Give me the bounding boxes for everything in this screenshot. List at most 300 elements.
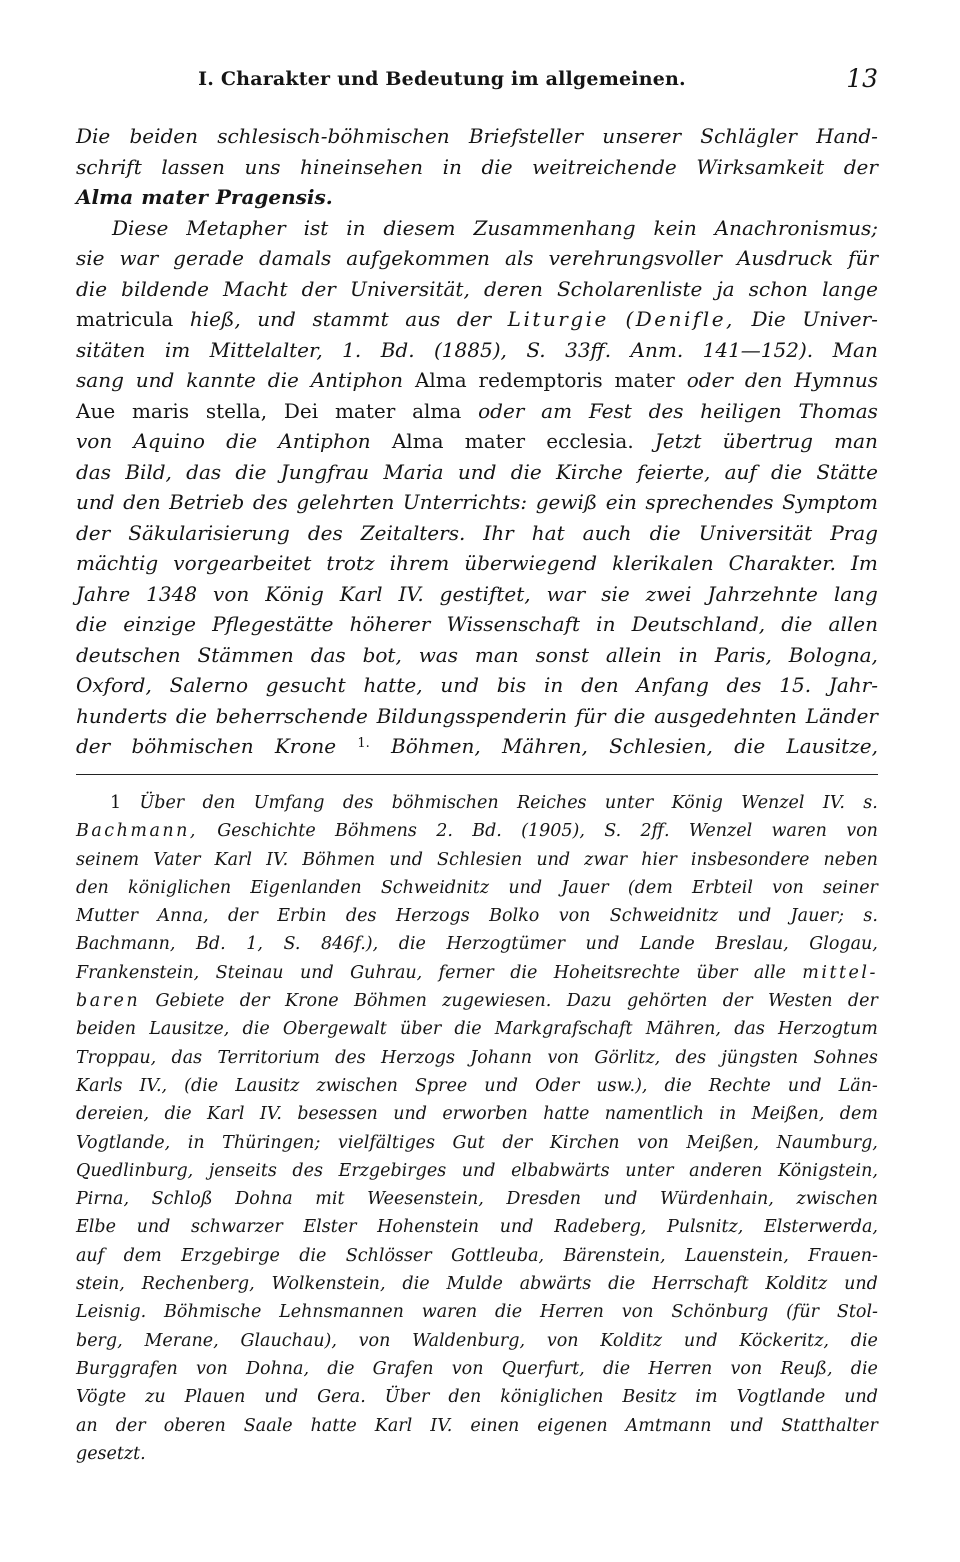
word: Geschichte <box>217 821 316 842</box>
word: Ihr <box>483 520 514 545</box>
word: Wenzel <box>688 821 753 842</box>
word: Steinau <box>215 962 284 983</box>
word: von <box>637 1132 669 1153</box>
word: der <box>115 1415 146 1436</box>
word: und <box>135 368 175 392</box>
word: übertrug <box>722 429 813 453</box>
word: Weesenstein, <box>367 1189 484 1210</box>
word: oberen <box>163 1415 226 1436</box>
word: der <box>502 1132 533 1153</box>
word: die <box>398 934 426 955</box>
word: Anna, <box>157 906 209 927</box>
word: abwärts <box>519 1274 592 1295</box>
word: Mittelalter, <box>209 337 323 362</box>
word: 2ff. <box>640 821 670 842</box>
text-line <box>76 551 878 582</box>
word: dem <box>839 1104 878 1125</box>
word: Elbe <box>76 1217 116 1238</box>
word: namentlich <box>604 1104 704 1125</box>
word: 15. <box>779 673 812 697</box>
word: anderen <box>689 1160 763 1181</box>
text-line <box>76 582 878 613</box>
word: Karl <box>374 1415 413 1436</box>
page-header <box>76 64 878 98</box>
text-line <box>76 612 878 643</box>
word: Merane, <box>144 1330 219 1351</box>
word: die <box>734 734 766 758</box>
footnote-line <box>76 1274 878 1302</box>
word: Maria <box>383 459 444 484</box>
word: und <box>499 1217 534 1238</box>
text-line <box>76 124 878 155</box>
word: oder <box>478 398 525 423</box>
word: und <box>683 1330 718 1351</box>
word: Oxford, <box>76 673 152 697</box>
word: Königstein, <box>777 1160 878 1181</box>
footnote-line <box>76 1189 878 1217</box>
word: von <box>76 429 113 453</box>
footnote-line <box>76 821 878 849</box>
word: (für <box>786 1302 820 1323</box>
word: Herrschaft <box>652 1274 749 1295</box>
word: Dei <box>283 398 319 423</box>
word: und <box>484 1075 519 1096</box>
word: Schlesien, <box>609 734 713 758</box>
word: Querfurt, <box>501 1358 585 1379</box>
word: königlichen <box>500 1387 604 1408</box>
word: ein <box>605 490 637 514</box>
word: Herzogtum <box>778 1019 878 1040</box>
word: des <box>726 673 762 697</box>
word: redemptoris <box>478 368 603 392</box>
word: von <box>772 877 804 898</box>
word: Erzgebirges <box>338 1160 447 1181</box>
word: Frankenstein, <box>76 962 200 983</box>
word: Aquino <box>133 429 205 453</box>
text-line <box>76 368 878 399</box>
word: der <box>456 307 492 331</box>
word: mater <box>614 368 675 392</box>
word: Erbteil <box>692 877 753 898</box>
word: ja <box>716 276 735 301</box>
word: und <box>264 1387 299 1408</box>
word: 1 <box>110 793 122 813</box>
word: Hymnus <box>794 368 878 392</box>
word: Vögte <box>76 1387 127 1408</box>
word: Waldenburg, <box>412 1330 526 1351</box>
word: die <box>175 703 207 728</box>
word: verehrungsvoller <box>548 246 722 270</box>
word: Burggrafen <box>76 1358 178 1379</box>
word: stammt <box>312 307 389 331</box>
word: (1885), <box>434 337 507 362</box>
word: höherer <box>349 612 431 636</box>
word: IV. <box>259 1104 282 1125</box>
word: Hohenstein <box>377 1217 480 1238</box>
word: und <box>457 459 497 484</box>
word: uns <box>244 154 281 179</box>
word: Amtmann <box>625 1415 712 1436</box>
word: 846f.), <box>320 934 379 955</box>
word: Schlesien <box>437 849 523 870</box>
word: (die <box>184 1075 219 1096</box>
word: in <box>442 154 462 179</box>
word: Guhrau, <box>350 962 423 983</box>
word: sitäten <box>76 337 146 362</box>
word: Unterrichts: <box>402 490 528 514</box>
word: sonst <box>535 642 590 667</box>
word: Spree <box>414 1075 468 1096</box>
word: Kolditz <box>765 1274 828 1295</box>
word: Karl <box>207 1104 245 1125</box>
word: Würdenhain, <box>659 1189 774 1210</box>
word: allen <box>828 612 878 636</box>
word: Gebiete <box>155 991 225 1012</box>
word: sang <box>76 368 124 392</box>
word: IV., <box>139 1075 168 1096</box>
word: zwar <box>584 849 628 870</box>
word: und <box>299 962 334 983</box>
word: aufgekommen <box>346 246 490 270</box>
word: und <box>729 1415 764 1436</box>
word: s. <box>863 793 878 813</box>
word: Anachronismus; <box>714 215 878 240</box>
word: Jauer <box>561 877 609 898</box>
word: Meißen, <box>751 1104 825 1125</box>
word: für <box>575 703 606 728</box>
word: berg, <box>76 1330 123 1351</box>
text-line <box>76 460 878 491</box>
word: sprechendes <box>645 490 774 514</box>
word: Pulsnitz, <box>667 1217 744 1238</box>
word: Gut <box>452 1132 485 1153</box>
footnote-line <box>76 1359 878 1387</box>
text-line <box>76 734 878 765</box>
word: in <box>678 642 698 667</box>
word: neben <box>823 849 878 870</box>
word: mater <box>334 398 396 423</box>
word: Jetzt <box>654 429 702 453</box>
text-line <box>76 246 878 277</box>
word: Böhmen <box>302 849 376 870</box>
word: hatte <box>543 1104 590 1125</box>
word: lassen <box>161 154 225 179</box>
word: Dazu <box>566 991 612 1012</box>
word: des <box>345 906 377 927</box>
word: Macht <box>223 276 288 301</box>
word: Dohna, <box>245 1358 310 1379</box>
word: Hoheitsrechte <box>553 962 680 983</box>
word: Schlägler <box>700 124 797 148</box>
word: Antiphon <box>310 368 404 392</box>
word: die <box>510 962 538 983</box>
footnote-line <box>76 906 878 934</box>
footnote-line <box>76 1161 878 1189</box>
word: Jungfrau <box>280 459 370 484</box>
word: man <box>474 642 519 667</box>
text-line <box>76 155 878 186</box>
word: weitreichende <box>532 154 677 179</box>
word: Reuß, <box>780 1358 833 1379</box>
word: klerikalen <box>612 551 714 575</box>
word: was <box>418 642 458 667</box>
word: der <box>76 520 111 545</box>
word: Thomas <box>798 398 878 423</box>
word: von <box>451 1358 484 1379</box>
footnote-line <box>76 1444 878 1472</box>
word: Universität <box>698 520 813 545</box>
word: auch <box>582 520 632 545</box>
word: Krone <box>285 991 339 1012</box>
word: den <box>123 490 161 514</box>
word: S. <box>283 934 301 955</box>
word: und <box>389 849 423 870</box>
word: stein, <box>76 1274 125 1295</box>
word: und <box>461 1160 496 1181</box>
word: schon <box>748 276 808 301</box>
word: Quedlinburg, <box>76 1160 194 1181</box>
word: lange <box>822 276 878 301</box>
word: und <box>136 1217 171 1238</box>
word: Böhmische <box>164 1302 262 1323</box>
word: zwei <box>645 581 692 606</box>
word: der <box>227 906 258 927</box>
word: das <box>310 642 346 667</box>
running-title: I. Charakter und Bedeutung im allgemeinen. <box>198 68 686 90</box>
page-number: 13 <box>846 64 878 93</box>
word: Die <box>751 307 786 331</box>
word: Bd. <box>380 337 415 362</box>
word: schwarzer <box>190 1217 283 1238</box>
word: deutschen <box>76 642 181 667</box>
word: zwischen <box>316 1075 398 1096</box>
word: Alma <box>76 185 134 209</box>
word: Wenzel <box>741 793 805 813</box>
word: König <box>671 793 723 813</box>
word: Liturgie <box>507 307 609 331</box>
footnote-line <box>76 793 878 821</box>
word: zwischen <box>796 1189 878 1210</box>
word: der <box>76 734 111 758</box>
word: Böhmen <box>353 991 427 1012</box>
word: und <box>844 1274 878 1295</box>
word: Vogtlande, <box>76 1132 171 1153</box>
word: besessen <box>297 1104 378 1125</box>
word: Bd. <box>196 934 226 955</box>
word: Lausitze, <box>786 734 878 758</box>
word: war <box>119 246 159 270</box>
word: hatte, <box>363 673 423 697</box>
word: von <box>621 1302 654 1323</box>
word: Bolko <box>489 906 540 927</box>
word: sie <box>601 581 630 606</box>
word: heiligen <box>700 398 782 423</box>
word: Elster <box>303 1217 357 1238</box>
word: über <box>696 962 738 983</box>
word: gehörten <box>627 991 708 1012</box>
word: die <box>76 612 108 636</box>
word: Obergewalt <box>282 1019 387 1040</box>
footnote-line <box>76 1133 878 1161</box>
word: in <box>187 1132 205 1153</box>
word: Pirna, <box>76 1189 130 1210</box>
word: Leisnig. <box>76 1302 147 1323</box>
word: und <box>585 934 620 955</box>
word: in <box>544 673 564 697</box>
word: Paris, <box>714 642 772 667</box>
word: die <box>850 1358 878 1379</box>
word: Umfang <box>253 793 325 813</box>
word: die <box>76 276 108 301</box>
word: die <box>402 1274 430 1295</box>
word: den <box>744 368 783 392</box>
word: Stämmen <box>197 642 294 667</box>
word: 2. <box>436 821 453 842</box>
word: dereien, <box>76 1104 150 1125</box>
word: Mähren, <box>501 734 588 758</box>
footnote-line <box>76 1076 878 1104</box>
word: und <box>393 1104 427 1125</box>
word: Hand- <box>816 124 878 148</box>
word: war <box>546 581 586 606</box>
word: Bologna, <box>788 642 878 667</box>
word: Wirksamkeit <box>696 154 825 179</box>
word: Im <box>851 551 878 575</box>
word: jüngsten <box>721 1047 799 1068</box>
word: und <box>257 307 296 331</box>
word: von <box>213 581 250 606</box>
word: Bachmann, <box>76 821 198 842</box>
word: Thüringen; <box>222 1132 321 1153</box>
text-line <box>76 185 878 216</box>
word: Alma <box>391 429 444 453</box>
word: Charakter. <box>728 551 836 575</box>
footnote-line <box>76 991 878 1019</box>
word: Eigenlanden <box>250 877 362 898</box>
word: Jauer; <box>790 906 844 927</box>
word: Meißen, <box>686 1132 760 1153</box>
word: des <box>675 1047 707 1068</box>
word: unter <box>604 793 654 813</box>
word: der <box>239 991 270 1012</box>
word: Pflegestätte <box>212 612 334 636</box>
word: Wissenschaft <box>446 612 580 636</box>
word: das <box>734 1019 765 1040</box>
text-line <box>76 277 878 308</box>
word: Mulde <box>446 1274 503 1295</box>
word: trotz <box>326 551 375 575</box>
word: waren <box>421 1302 478 1323</box>
word: schlesisch-böhmischen <box>217 124 450 148</box>
word: böhmischen <box>131 734 254 758</box>
word: die <box>327 1358 355 1379</box>
word: die <box>164 1104 192 1125</box>
word: von <box>846 821 878 842</box>
word: Bildungsspenderin <box>376 703 567 728</box>
footnote-line <box>76 934 878 962</box>
word: Zusammenhang <box>473 215 636 240</box>
word: 141—152). <box>702 337 814 362</box>
word: die <box>481 154 513 179</box>
word: die <box>494 1302 523 1323</box>
word: ausgedehnten <box>654 703 797 728</box>
word: Oder <box>535 1075 580 1096</box>
word: die <box>267 368 299 392</box>
word: Vogtlande <box>736 1387 826 1408</box>
text-line <box>76 307 878 338</box>
footnote-line <box>76 1104 878 1132</box>
word: Aue <box>76 398 116 423</box>
footnote-line <box>76 1019 878 1047</box>
word: Bachmann, <box>76 934 176 955</box>
word: IV. <box>398 581 424 606</box>
word: Böhmen, <box>391 734 481 758</box>
word: Bild, <box>125 459 172 484</box>
word: Lauenstein, <box>685 1245 789 1266</box>
word: Ausdruck <box>736 246 834 270</box>
word: Herren <box>648 1358 713 1379</box>
footnote-line <box>76 1302 878 1330</box>
word: kein <box>653 215 697 240</box>
word: Dohna <box>235 1189 293 1210</box>
word: Schönburg <box>671 1302 769 1323</box>
word: Lehnsmannen <box>279 1302 404 1323</box>
word: der <box>847 991 878 1012</box>
footnote-line <box>76 850 878 878</box>
word: seinem <box>76 849 140 870</box>
word: und <box>844 1387 878 1408</box>
word: Scholarenliste <box>556 276 703 301</box>
word: und <box>76 490 115 514</box>
word: baren <box>76 991 141 1012</box>
word: unserer <box>602 124 682 148</box>
word: deren <box>483 276 543 301</box>
word: Rechenberg, <box>141 1274 255 1295</box>
word: Statthalter <box>781 1415 878 1436</box>
word: beiden <box>129 124 199 148</box>
word: Johann <box>470 1047 533 1068</box>
word: ist <box>303 215 329 240</box>
word: Salerno <box>169 673 248 697</box>
text-line <box>76 521 878 552</box>
word: hier <box>641 849 677 870</box>
word: Anfang <box>636 673 709 697</box>
word: kannte <box>186 368 256 392</box>
word: Metapher <box>186 215 286 240</box>
word: König <box>265 581 324 606</box>
word: Symptom <box>782 490 878 514</box>
word: Krone <box>274 734 337 758</box>
word: gelehrten <box>296 490 395 514</box>
word: am <box>541 398 573 423</box>
word: Zeitalters. <box>360 520 466 545</box>
word: Lande <box>639 934 695 955</box>
text-line <box>76 490 878 521</box>
word: ihrem <box>389 551 450 575</box>
word: alma <box>412 398 462 423</box>
text-line <box>76 429 878 460</box>
word: Herzogs <box>395 906 470 927</box>
word: Plauen <box>184 1387 246 1408</box>
word: IV. <box>430 1415 453 1436</box>
word: (1905), <box>521 821 585 842</box>
word: Erzgebirge <box>181 1245 280 1266</box>
word: ferner <box>438 962 494 983</box>
word: von <box>558 906 591 927</box>
word: mächtig <box>76 551 159 575</box>
text-line <box>76 216 878 247</box>
word: waren <box>771 821 827 842</box>
